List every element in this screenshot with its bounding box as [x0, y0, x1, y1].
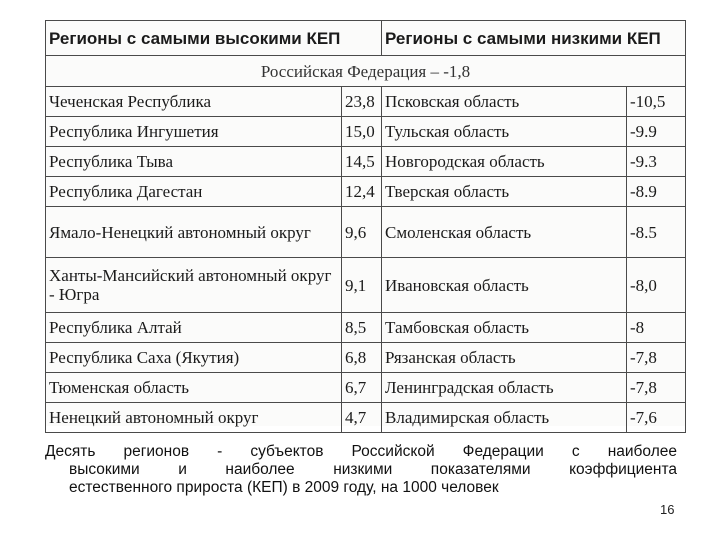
table-row — [46, 343, 686, 373]
low-value: -10,5 — [627, 87, 686, 117]
high-region: Республика Тыва — [46, 147, 342, 177]
low-region: Владимирская область — [382, 403, 627, 433]
header-high-kep: Регионы с самыми высокими КЕП — [46, 21, 382, 56]
high-value: 12,4 — [342, 177, 382, 207]
low-region: Псковская область — [382, 87, 627, 117]
low-value: -9.3 — [627, 147, 686, 177]
federation-value: Российская Федерация – -1,8 — [46, 56, 686, 87]
high-value: 6,8 — [342, 343, 382, 373]
caption-line-2: высокими и наиболее низкими показателями коэффициента — [69, 461, 677, 478]
header-low-kep: Регионы с самыми низкими КЕП — [382, 21, 686, 56]
low-value: -7,8 — [627, 373, 686, 403]
table-row — [46, 403, 686, 433]
low-region: Новгородская область — [382, 147, 627, 177]
table-row — [46, 313, 686, 343]
federation-row — [46, 56, 686, 87]
low-region: Ленинградская область — [382, 373, 627, 403]
table-row — [46, 87, 686, 117]
low-region: Рязанская область — [382, 343, 627, 373]
high-region: Чеченская Республика — [46, 87, 342, 117]
low-region: Тульская область — [382, 117, 627, 147]
low-value: -8.9 — [627, 177, 686, 207]
table-row — [46, 117, 686, 147]
high-region: Ямало-Ненецкий автономный округ — [46, 207, 342, 258]
low-value: -8.5 — [627, 207, 686, 258]
high-value: 6,7 — [342, 373, 382, 403]
table-row — [46, 258, 686, 313]
table-row — [46, 177, 686, 207]
table-row — [46, 373, 686, 403]
high-value: 9,6 — [342, 207, 382, 258]
high-value: 23,8 — [342, 87, 382, 117]
high-value: 4,7 — [342, 403, 382, 433]
high-region: Республика Ингушетия — [46, 117, 342, 147]
low-value: -7,6 — [627, 403, 686, 433]
table-row — [46, 207, 686, 258]
table-header-row — [46, 21, 686, 56]
page-number: 16 — [660, 502, 675, 517]
high-value: 14,5 — [342, 147, 382, 177]
low-value: -7,8 — [627, 343, 686, 373]
high-region: Ненецкий автономный округ — [46, 403, 342, 433]
high-value: 15,0 — [342, 117, 382, 147]
low-value: -8 — [627, 313, 686, 343]
low-region: Тверская область — [382, 177, 627, 207]
low-region: Тамбовская область — [382, 313, 627, 343]
low-value: -9.9 — [627, 117, 686, 147]
high-region: Республика Дагестан — [46, 177, 342, 207]
low-region: Ивановская область — [382, 258, 627, 313]
table-caption — [45, 443, 677, 497]
high-region: Республика Алтай — [46, 313, 342, 343]
caption-line-3: естественного прироста (КЕП) в 2009 году, на 1000 человек — [69, 479, 499, 496]
high-region: Республика Саха (Якутия) — [46, 343, 342, 373]
high-value: 8,5 — [342, 313, 382, 343]
table-row — [46, 147, 686, 177]
high-region: Тюменская область — [46, 373, 342, 403]
high-region: Ханты-Мансийский автономный округ - Югра — [46, 258, 342, 313]
caption-line-1: Десять регионов - субъектов Российской Федерации с наиболее — [45, 443, 677, 460]
low-region: Смоленская область — [382, 207, 627, 258]
regions-kep-table — [45, 20, 686, 433]
high-value: 9,1 — [342, 258, 382, 313]
low-value: -8,0 — [627, 258, 686, 313]
